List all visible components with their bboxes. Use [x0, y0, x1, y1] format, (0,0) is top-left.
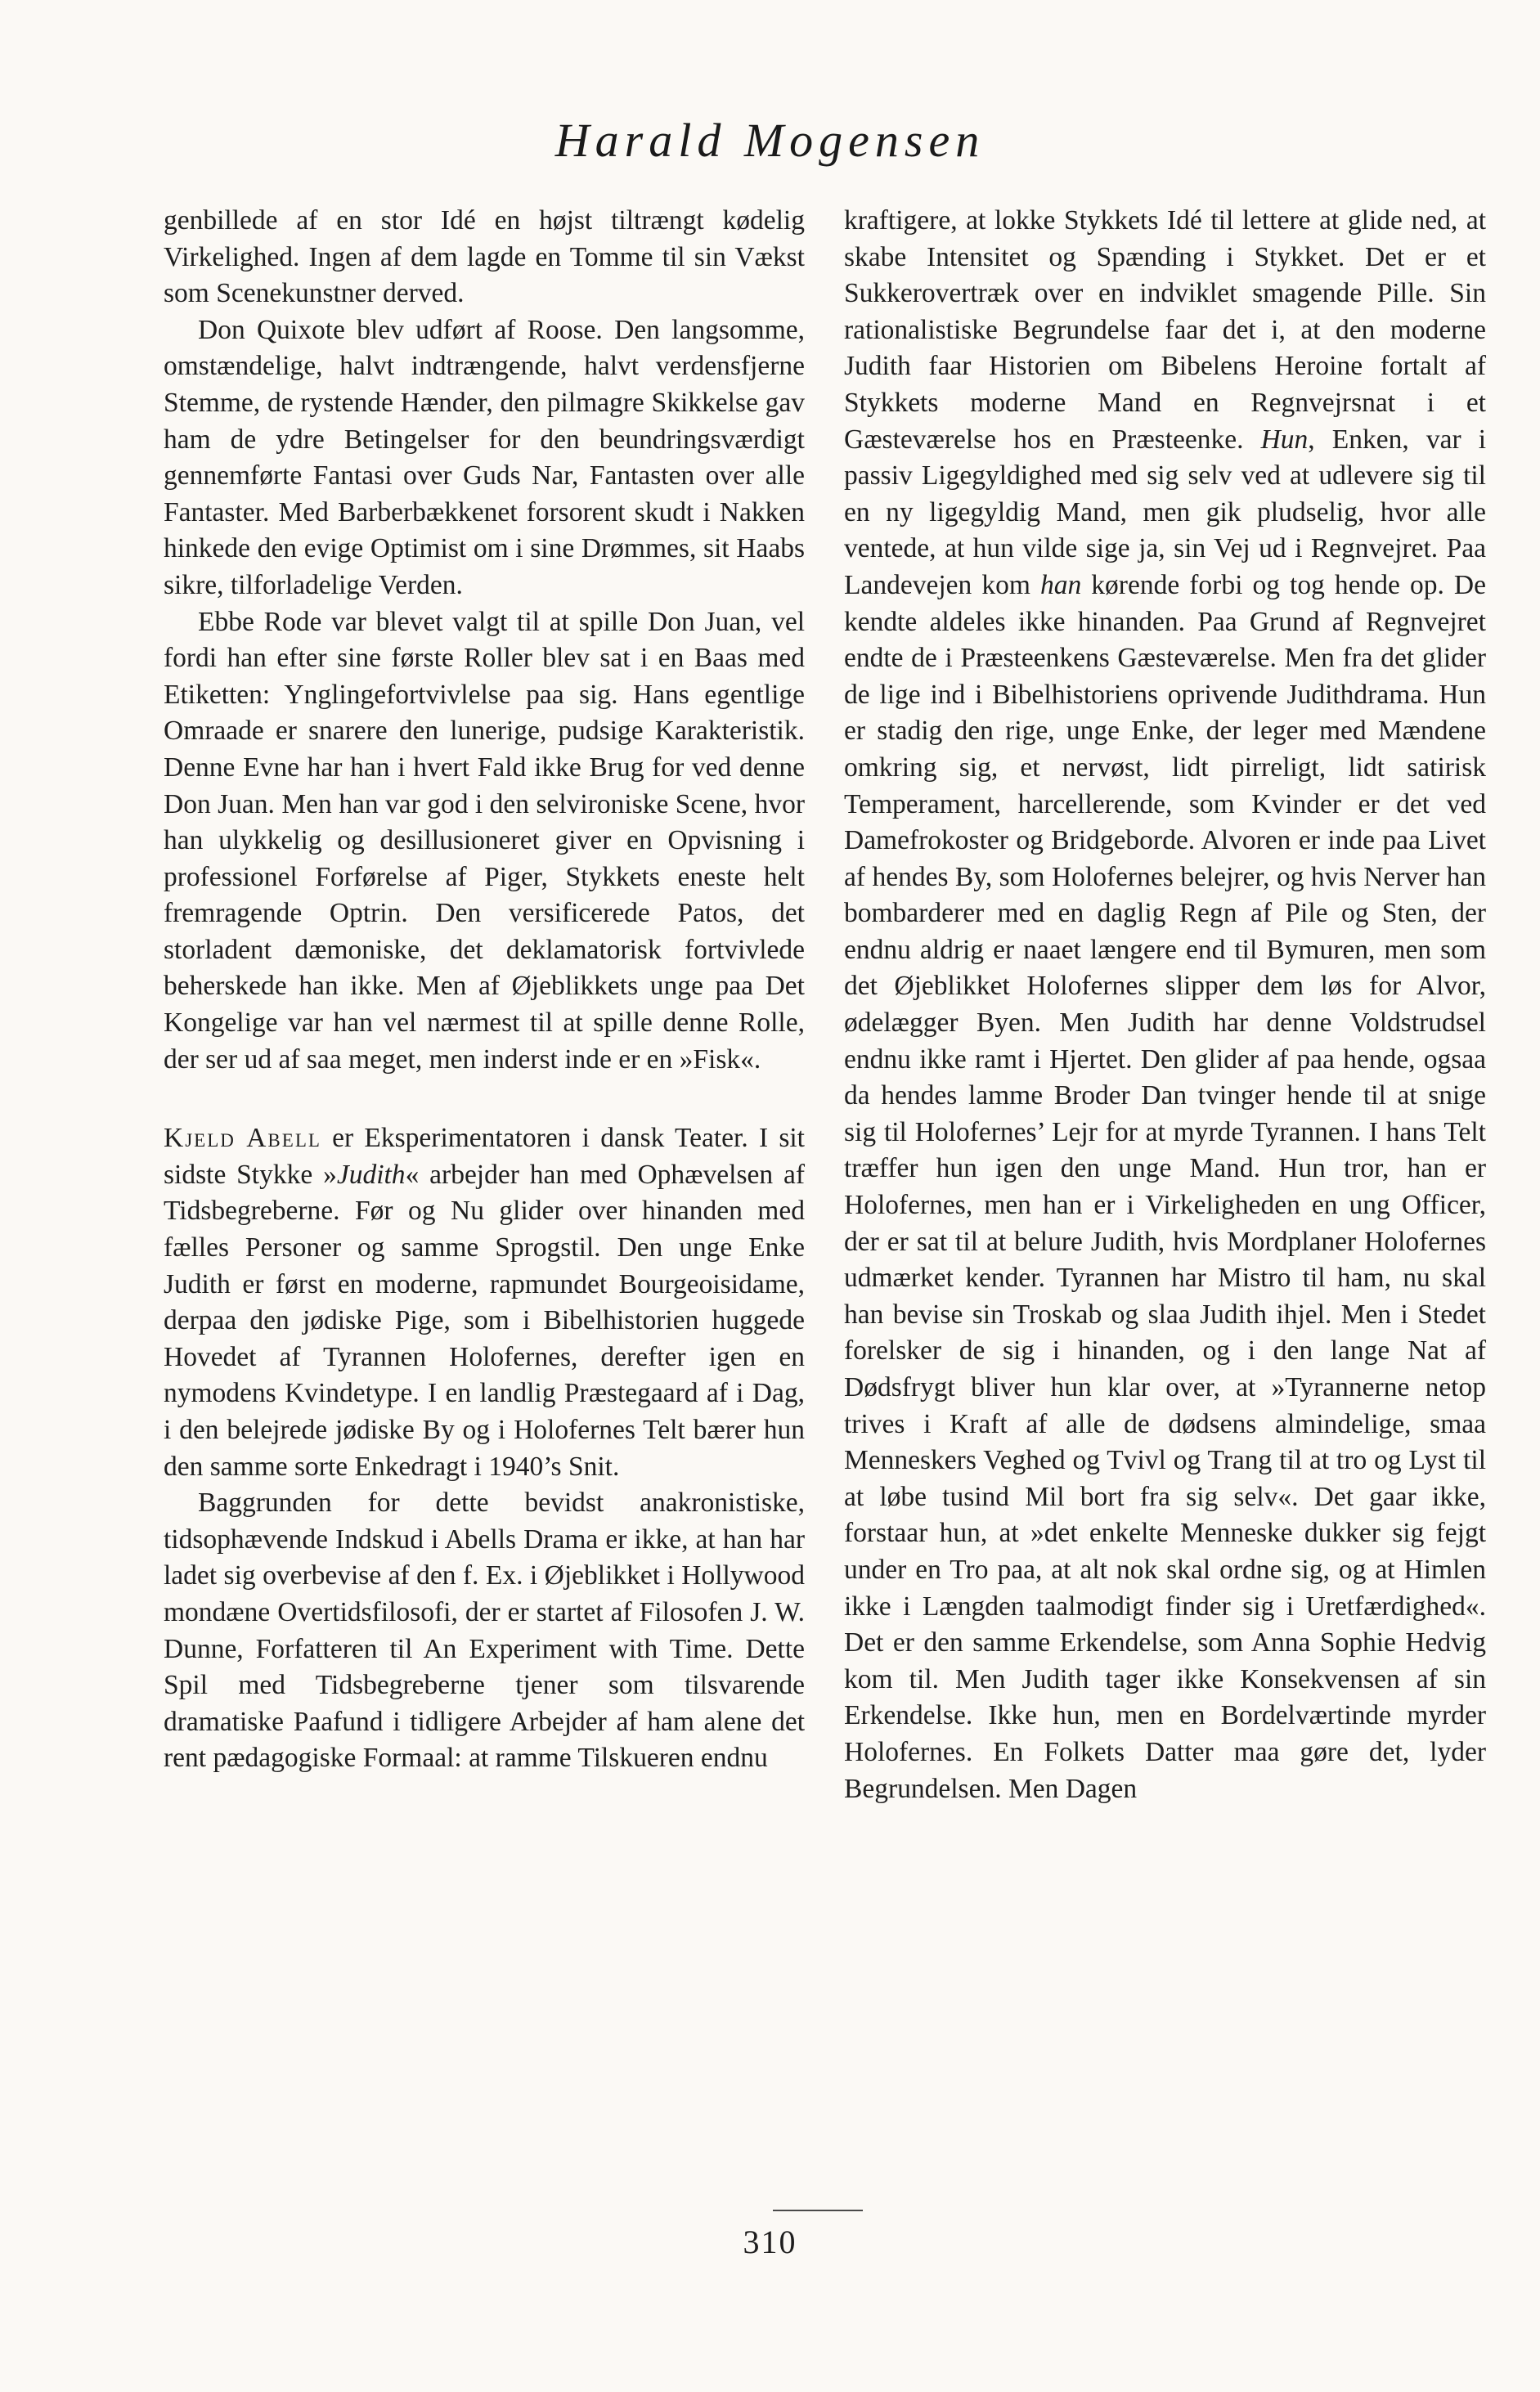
paragraph-right-1-text-c: kørende forbi og tog hende op. De kendte aldeles ikke hinanden. Paa Grund af Regnvejret endte de i Præsteenkens Gæsteværelse. Men fra det glider de lige ind i Bibelhistoriens oprivende Judithdrama. Hun er stadig den rige, unge Enke, der leger med Mændene omkring sig, et nervøst, lidt pirreligt, lidt satirisk Temperament, harcellerende, som Kvinder er det ved Damefrokoster og Bridgeborde. Alvoren er inde paa Livet af hendes By, som Holofernes belejrer, og hvis Nerver han bombarderer med en daglig Regn af Pile og Sten, der endnu aldrig er naaet længere end til Bymuren, men som det Øjeblikket Holofernes slipper dem løs for Alvor, ødelægger Byen. Men Judith har denne Voldstrudsel endnu ikke ramt i Hjertet. Den glider af paa hende, ogsaa da hendes lamme Broder Dan tvinger hende til at snige sig til Holofernes’ Lejr for at myrde Tyrannen. I hans Telt træffer hun igen den unge Mand. Hun tror, han er Holofernes, men han er i Virkeligheden en ung Officer, der er sat til at belure Judith, hvis Mordplaner Holofernes udmærket kender. Tyrannen har Mistro til ham, nu skal han bevise sin Troskab og slaa Judith ihjel. Men i Stedet forelsker de sig i hinanden, og i den lange Nat af Dødsfrygt bliver hun klar over, at »Tyrannerne netop trives i Kraft af alle de dødsens almindelige, smaa Menneskers Veghed og Tvivl og Trang til at tro og Lyst til at løbe tusind Mil bort fra sig selv«. Det gaar ikke, forstaar hun, at »det enkelte Menneske dukker sig fejgt under en Tro paa, at alt nok skal ordne sig, og at Himlen ikke i Længden taalmodigt finder sig i Uretfærdighed«. Det er den samme Erkendelse, som Anna Sophie Hedvig kom til. Men Judith tager ikke Konsekvensen af sin Erkendelse. Ikke hun, men en Bordelværtinde myrder Holofernes. En Folkets Datter maa gøre det, lyder Begrundelsen. Men Dagen — [844, 569, 1486, 1804]
play-title: Judith — [336, 1159, 406, 1190]
paragraph-left-4-text-b: « arbejder han med Ophævelsen af Tidsbegreberne. Før og Nu glider over hinanden med fælles Personer og samme Sprogstil. Den unge Enke Judith er først en moderne, rapmundet Bourgeoisidame, derpaa den jødiske Pige, som i Bibelhistorien huggede Hovedet af Tyrannen Holofernes, derefter igen en nymodens Kvindetype. I en landlig Præstegaard af i Dag, i den belejrede jødiske By og i Holofernes Telt bærer hun den samme sorte Enkedragt i 1940’s Snit. — [164, 1159, 805, 1482]
left-column — [164, 203, 805, 1777]
paragraph-right-1-text-a: kraftigere, at lokke Stykkets Idé til lettere at glide ned, at skabe Intensitet og Spænding i Stykket. Det er et Sukkerovertræk over en indviklet smagende Pille. Sin rationalistiske Begrundelse faar det i, at den moderne Judith faar Historien om Bibelens Heroine fortalt af Stykkets moderne Mand en Regnvejrsnat i et Gæsteværelse hos en Præsteenke. — [844, 205, 1486, 455]
paragraph-right-1-text-b: , Enken, var i passiv Ligegyldighed med sig selv ved at udlevere sig til en ny ligegyldig Mand, men gik pludselig, hvor alle ventede, at hun vilde sige ja, sin Vej ud i Regnvejret. Paa Landevejen kom — [844, 424, 1486, 600]
paragraph-left-3: Ebbe Rode var blevet valgt til at spille Don Juan, vel fordi han efter sine første Roller blev sat i en Baas med Etiketten: Ynglingefortvivlelse paa sig. Hans egentlige Omraade er snarere den lunerige, pudsige Karakteristik. Denne Evne har han i hvert Fald ikke Brug for ved denne Don Juan. Men han var god i den selvironiske Scene, hvor han ulykkelig og desillusioneret giver en Opvisning i professionel Forførelse af Piger, Stykkets eneste helt fremragende Optrin. Den versificerede Patos, det storladent dæmoniske, det deklamatorisk fortvivlede beherskede han ikke. Men af Øjeblikkets unge paa Det Kongelige var han vel nærmest til at spille denne Rolle, der ser ud af saa meget, men inderst inde er en »Fisk«. — [164, 606, 805, 1075]
author-name-smallcaps: Kjeld Abell — [164, 1123, 321, 1154]
footer-rule — [773, 2210, 863, 2211]
page-number: 310 — [743, 2224, 797, 2260]
paragraph-right-1 — [844, 203, 1486, 1807]
paragraph-left-1: genbillede af en stor Idé en højst tiltrængt kødelig Virkelighed. Ingen af dem lagde en Tomme til sin Vækst som Scenekunstner derved. — [164, 205, 805, 309]
paragraph-left-5: Baggrunden for dette bevidst anakronistiske, tidsophævende Indskud i Abells Drama er ikke, at han har ladet sig overbevise af den f. Ex. i Øjeblikket i Hollywood mondæne Overtidsfilosofi, der er startet af Filosofen J. W. Dunne, Forfatteren til An Experiment with Time. Dette Spil med Tidsbegreberne tjener som tilsvarende dramatiske Paafund i tidligere Arbejder af ham alene det rent pædagogiske Formaal: at ramme Tilskueren endnu — [164, 1488, 805, 1774]
paragraph-left-4-text-a: er Eksperimentatoren i dansk Teater. I sit sidste Stykke » — [164, 1123, 805, 1190]
running-title: Harald Mogensen — [554, 114, 986, 167]
emphasis-hun: Hun — [1260, 424, 1309, 455]
paragraph-left-2: Don Quixote blev udført af Roose. Den langsomme, omstændelige, halvt indtrængende, halvt verdensfjerne Stemme, de rystende Hænder, den pilmagre Skikkelse gav ham de ydre Betingelser for den beundringsværdigt gennemførte Fantasi over Guds Nar, Fantasten over alle Fantaster. Med Barberbækkenet forsorent skudt i Nakken hinkede den evige Optimist om i sine Drømmes, sit Haabs sikre, tilforladelige Verden. — [164, 314, 805, 600]
right-column — [844, 203, 1486, 1807]
paragraph-left-4 — [164, 1120, 805, 1485]
emphasis-han: han — [1039, 569, 1082, 600]
